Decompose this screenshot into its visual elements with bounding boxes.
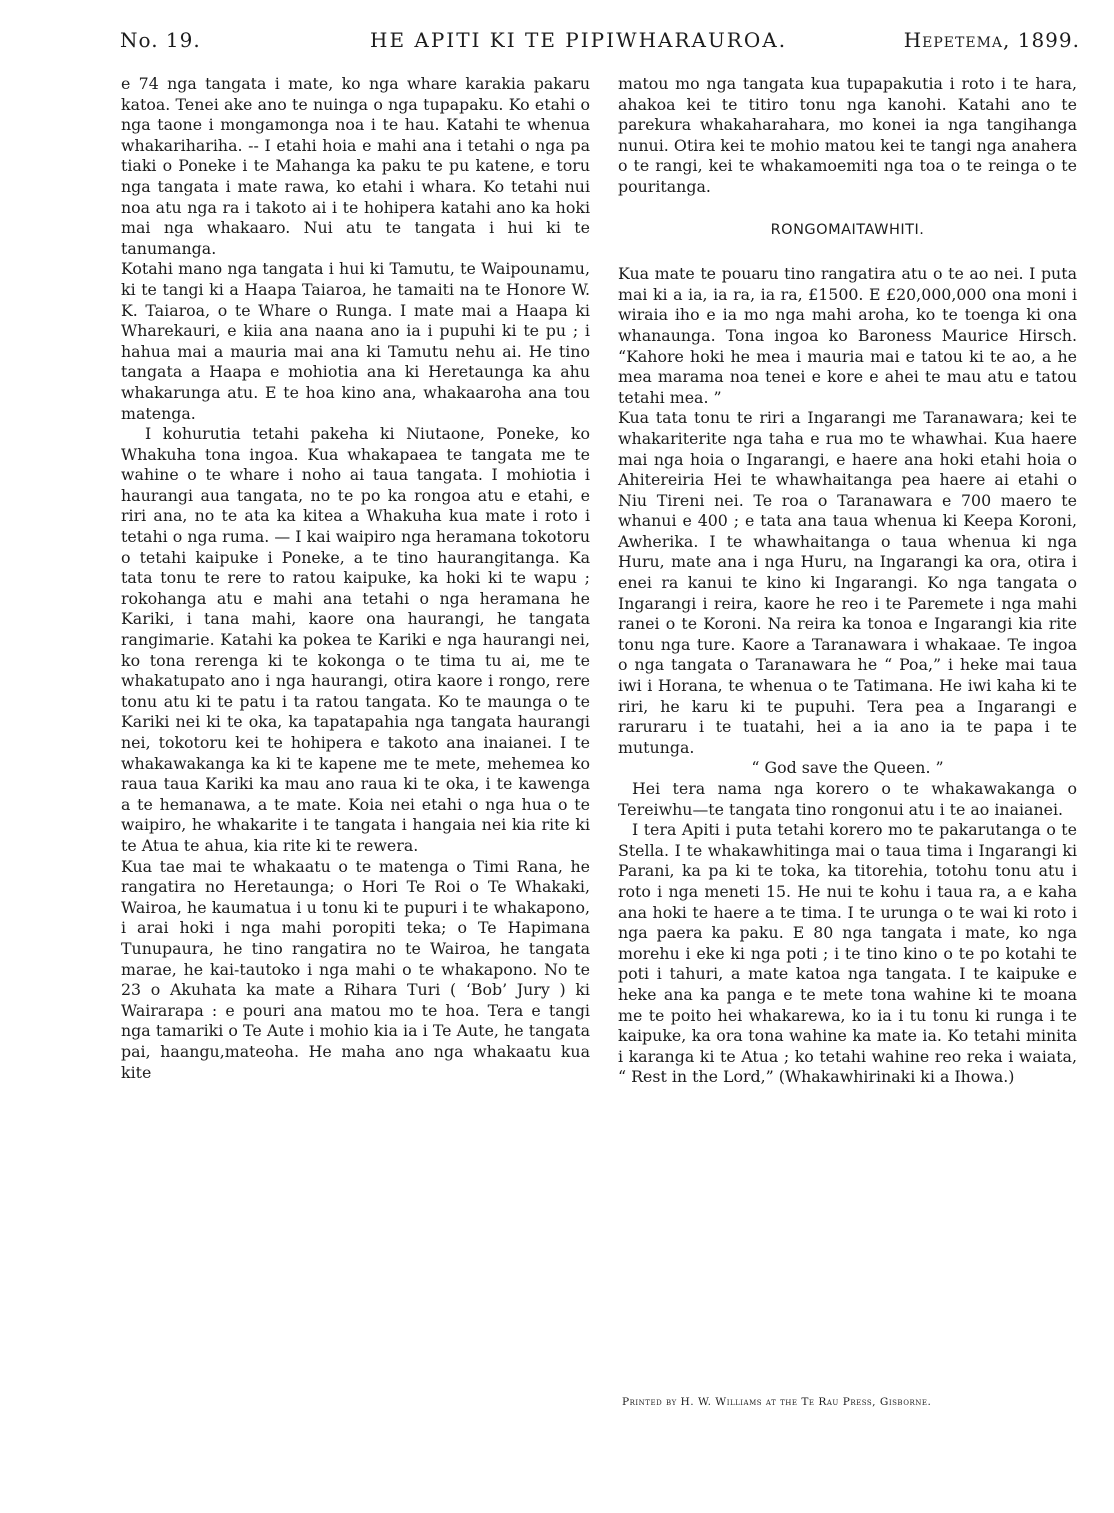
paragraph: I tera Apiti i puta tetahi korero mo te pakarutanga o te Stella. I te whakawhitinga mai o taua tima i Ingarangi ki Parani, ka pa ki te toka, ka titorehia, totohu tonu atu i roto i nga meneti 15. He nui te kohu i taua ra, a e kaha ana hoki te haere a te tima. I te urunga o te wai ki roto i nga paera ka paku. E 80 nga tangata i mate, ko nga morehu i eke ki nga poti ; i te tino kino o te po kotahi te poti i tahuri, a mate katoa nga tangata. I te kaipuke e heke ana ka panga e te mete tona wahine ki te moana me te poito hei whakarewa, ko ia i tu tonu ki runga i te kaipuke, ka ora tona wahine ka mate ia. Ko tetahi minita i karanga ki te Atua ; ko tetahi wahine reo reka i waiata, “ Rest in the Lord,” (Whakawhirinaki ki a Ihowa.) xyxy=(618,820,1077,1087)
god-save-the-queen: “ God save the Queen. ” xyxy=(751,758,944,778)
right-column xyxy=(618,74,1077,1088)
section-heading: RONGOMAITAWHITI. xyxy=(770,221,925,238)
left-column xyxy=(121,74,590,1083)
paragraph: I kohurutia tetahi pakeha ki Niutaone, Poneke, ko Whakuha tona ingoa. Kua whakapaea te tangata me te wahine o te whare i noho ai taua tangata. I mohiotia i haurangi aua tangata, no te po ka rongoa atu e etahi, e riri ana, no te ata ka kitea a Whakuha kua mate i roto i tetahi o nga ruma. — I kai waipiro nga heramana tokotoru o tetahi kaipuke i Poneke, a te tino haurangitanga. Ka tata tonu te rere to ratou kaipuke, ka hoki ki te wapu ; rokohanga atu e mahi ana tetahi o nga heramana he Kariki, i tana mahi, kaore ona haurangi, he tangata rangimarie. Katahi ka pokea te Kariki e nga haurangi nei, ko tona rerenga ki te kokonga o te tima tu ai, me te whakatupato ano i nga haurangi, otira kaore i rongo, rere tonu atu ki te patu i ta ratou tangata. Ko te maunga o te Kariki nei ki te oka, ka tapatapahia nga tangata haurangi nei, tokotoru kei te hohipera e takoto ana inaianei. I te whakawakanga ka ki te kapene me te mete, mehemea ko raua taua Kariki ka mau ano raua ki te oka, i te kawenga a te hemanawa, a te mate. Koia nei etahi o nga hua o te waipiro, he whakarite i te tangata i hangaia nei kia rite ki te Atua te ahua, kia rite ki te rewera. xyxy=(121,424,590,855)
paragraph: Kua tata tonu te riri a Ingarangi me Taranawara; kei te whakariterite nga taha e rua mo te whawhai. Kua haere mai nga hoia o Ingarangi, e haere ana hoki etahi hoia o Ahitereiria Hei te whawhaitanga pea haere ai etahi o Niu Tireni nei. Te roa o Taranawara e 700 maero te whanui e 400 ; e tata ana taua whenua ki Keepa Koroni, Awherika. I te whawhaitanga o taua whenua ki nga Huru, mate ana i nga Huru, na Ingarangi ka ora, otira i enei ra kanui te kino ki Ingarangi. Ko nga tangata o Ingarangi i reira, kaore he reo i te Paremete i nga mahi ranei o te Koroni. Na reira ka tonoa e Ingarangi kia rite tonu nga ture. Kaore a Taranawara i whakaae. Te ingoa o nga tangata o Taranawara he “ Poa,” i heke mai taua iwi i Horana, te whenua o te Tatimana. He iwi kaha ki te riri, he karu ki te pupuhi. Tera pea a Ingarangi e raruraru i te tuatahi, hei a ia ano ia te papa i te mutunga. xyxy=(618,408,1077,757)
printer-imprint: Printed by H. W. Williams at the Te Rau Press, Gisborne. xyxy=(622,1396,932,1408)
paragraph: Kotahi mano nga tangata i hui ki Tamutu, te Waipounamu, ki te tangi ki a Haapa Taiaroa, he tamaiti na te Honore W. K. Taiaroa, o te Whare o Runga. I mate mai a Haapa ki Wharekauri, e kiia ana naana ano ia i pupuhi ki te pu ; i hahua mai a mauria mai ana ki Tamutu nehu ai. He tino tangata a Haapa e mohiotia ana ki Heretaunga ka ahu whakarunga atu. E te hoa kino ana, whakaaroha ana tou matenga. xyxy=(121,259,590,423)
paragraph: matou mo nga tangata kua tupapakutia i roto i te hara, ahakoa kei te titiro tonu nga kanohi. Katahi ano te parekura whakaharahara, mo konei ia nga tangihanga nunui. Otira kei te mohio matou kei te tangi nga anahera o te rangi, kei te whakamoemiti nga toa o te reinga o te pouritanga. xyxy=(618,74,1077,196)
paragraph: Kua tae mai te whakaatu o te matenga o Timi Rana, he rangatira no Heretaunga; o Hori Te Roi o Te Whakaki, Wairoa, he kaumatua i u tonu ki te pupuri i te whakapono, i arai hoki i nga mahi poropiti teka; o Te Hapimana Tunupaura, he tino rangatira no te Wairoa, he tangata marae, he kai-tautoko i nga mahi o te whakapono. No te 23 o Akuhata ka mate a Rihara Turi ( ‘Bob’ Jury ) ki Wairarapa : e pouri ana matou mo te hoa. Tera e tangi nga tamariki o Te Aute i mohio kia ia i Te Aute, he tangata pai, haangu,mateoha. He maha ano nga whakaatu kua kite xyxy=(121,856,590,1082)
paragraph: Kua mate te pouaru tino rangatira atu o te ao nei. I puta mai ki a ia, ia ra, ia ra, £1500. E £20,000,000 ona moni i wiraia iho e ia mo nga mahi aroha, ko te toenga ki ona whanaunga. Tona ingoa ko Baroness Maurice Hirsch. “Kahore hoki he mea i mauria mai e tatou ki te ao, a he mea marama noa tenei e kore e ahei te mau atu e tatou tetahi mea. ” xyxy=(618,264,1077,407)
issue-date: Hepetema, 1899. xyxy=(903,28,1080,52)
page-header xyxy=(120,24,1080,58)
paragraph: Hei tera nama nga korero o te whakawakanga o Tereiwhu—te tangata tino rongonui atu i te ao inaianei. xyxy=(618,779,1077,819)
masthead-title: HE APITI KI TE PIPIWHARAUROA. xyxy=(370,28,788,52)
issue-number: No. 19. xyxy=(120,28,201,52)
paragraph: e 74 nga tangata i mate, ko nga whare karakia pakaru katoa. Tenei ake ano te nuinga o nga tupapaku. Ko etahi o nga taone i mongamonga noa i te hau. Katahi te whenua whakarihariha. -- I etahi hoia e mahi ana i tetahi o nga pa tiaki o Poneke i te Mahanga ka paku te pu katene, e toru nga tangata i mate rawa, ko etahi i whara. Ko tetahi nui noa atu nga ra i takoto ai i te hohipera katahi ano ka hoki mai nga whakaaro. Nui atu te tangata i hui ki te tanumanga. xyxy=(121,74,590,258)
